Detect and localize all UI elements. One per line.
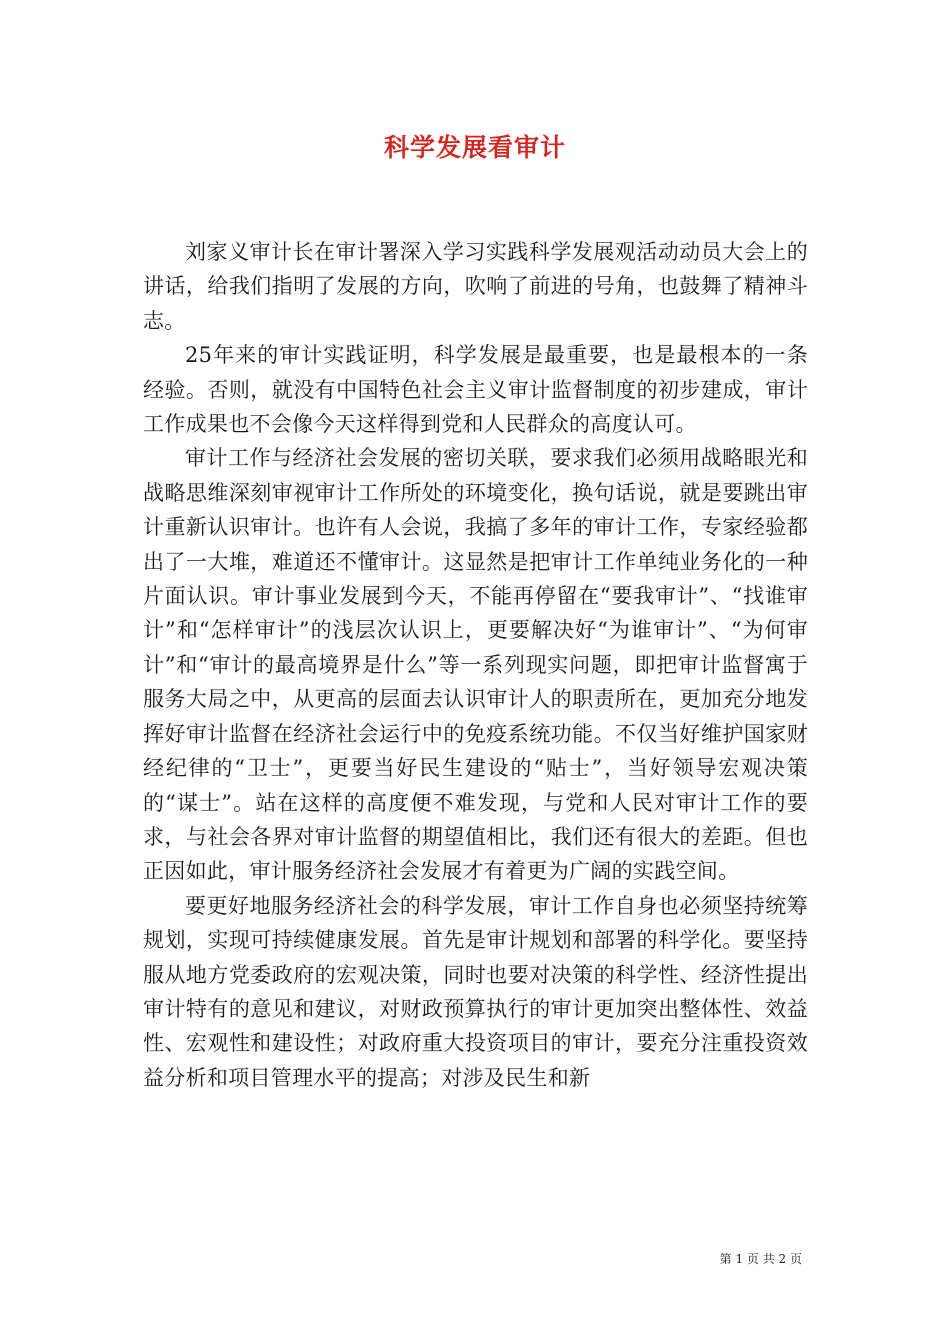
- paragraph-2: 25年来的审计实践证明，科学发展是最重要，也是最根本的一条经验。否则，就没有中国特色社会主义审计监督制度的初步建成，审计工作成果也不会像今天这样得到党和人民群众的高度认可。: [143, 343, 808, 437]
- paragraph-3: 审计工作与经济社会发展的密切关联，要求我们必须用战略眼光和战略思维深刻审视审计工作所处的环境变化，换句话说，就是要跳出审计重新认识审计。也许有人会说，我搞了多年的审计工作，专家经验都出了一大堆，难道还不懂审计。这显然是把审计工作单纯业务化的一种片面认识。审计事业发展到今天，不能再停留在“要我审计”、“找谁审计”和“怎样审计”的浅层次认识上，更要解决好“为谁审计”、“为何审计”和“审计的最高境界是什么”等一系列现实问题，即把审计监督寓于服务大局之中，从更高的层面去认识审计人的职责所在，更加充分地发挥好审计监督在经济社会运行中的免疫系统功能。不仅当好维护国家财经纪律的“卫士”，更要当好民生建设的“贴士”，当好领导宏观决策的“谋士”。站在这样的高度便不难发现，与党和人民对审计工作的要求，与社会各界对审计监督的期望值相比，我们还有很大的差距。但也正因如此，审计服务经济社会发展才有着更为广阔的实践空间。: [143, 446, 808, 884]
- paragraph-4: 要更好地服务经济社会的科学发展，审计工作自身也必须坚持统筹规划，实现可持续健康发展。首先是审计规划和部署的科学化。要坚持服从地方党委政府的宏观决策，同时也要对决策的科学性、经济性提出审计特有的意见和建议，对财政预算执行的审计更加突出整体性、效益性、宏观性和建设性；对政府重大投资项目的审计，要充分注重投资效益分析和项目管理水平的提高；对涉及民生和新: [143, 893, 808, 1090]
- page-number-footer: 第 1 页 共 2 页: [719, 1252, 802, 1266]
- document-title: 科学发展看审计: [383, 133, 566, 162]
- paragraph-1: 刘家义审计长在审计署深入学习实践科学发展观活动动员大会上的讲话，给我们指明了发展的方向，吹响了前进的号角，也鼓舞了精神斗志。: [143, 240, 808, 333]
- document-body: [143, 235, 808, 1095]
